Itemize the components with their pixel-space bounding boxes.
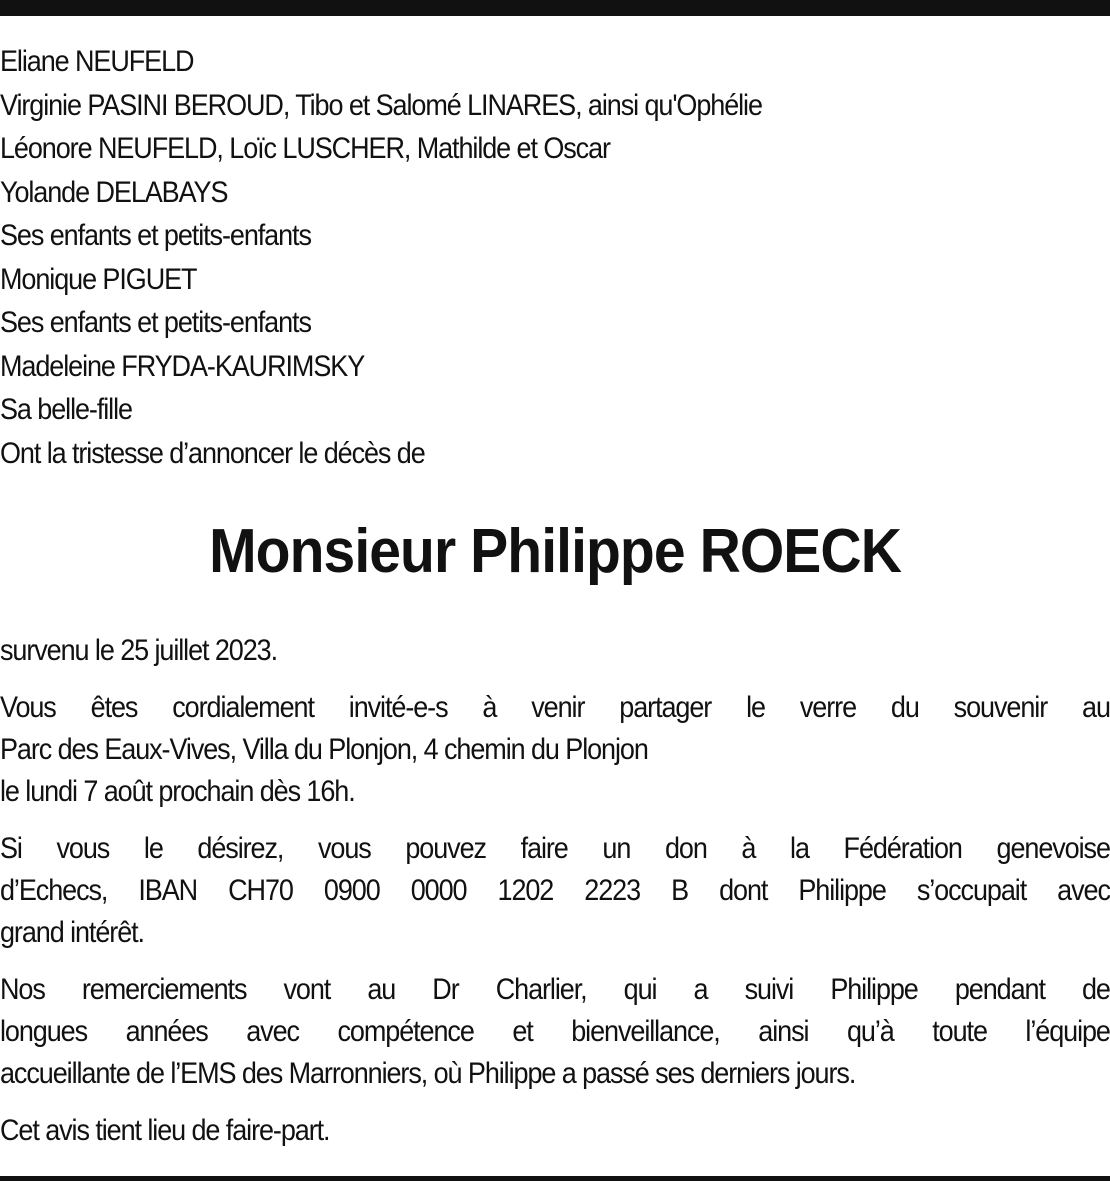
paragraph-line: survenu le 25 juillet 2023. xyxy=(0,634,278,667)
donation-paragraph xyxy=(0,828,1110,954)
family-line: Monique PIGUET xyxy=(0,262,197,296)
family-line: Sa belle-fille xyxy=(0,393,132,426)
top-rule xyxy=(0,0,1110,16)
paragraph-line: le lundi 7 août prochain dès 16h. xyxy=(0,775,355,808)
thanks-paragraph xyxy=(0,969,1110,1095)
paragraph-line: grand intérêt. xyxy=(0,916,144,949)
deceased-name-heading xyxy=(0,512,1110,592)
paragraph-line: Parc des Eaux-Vives, Villa du Plonjon, 4 chemin du Plonjon xyxy=(0,733,648,766)
family-line: Ses enfants et petits-enfants xyxy=(0,306,311,339)
family-line: Yolande DELABAYS xyxy=(0,175,228,209)
paragraph-line: longues années avec compétence et bienveillance, ainsi qu’à toute l’équipe xyxy=(0,1015,1110,1048)
paragraph-line: Cet avis tient lieu de faire-part. xyxy=(0,1114,330,1147)
paragraph-line: Si vous le désirez, vous pouvez faire un don à la Fédération genevoise xyxy=(0,832,1110,865)
family-line: Eliane NEUFELD xyxy=(0,45,194,78)
family-list xyxy=(0,40,1110,475)
family-line: Ses enfants et petits-enfants xyxy=(0,219,311,252)
announcement-line: Ont la tristesse d’annoncer le décès de xyxy=(0,436,425,470)
notice-body xyxy=(0,630,1110,1167)
bottom-rule xyxy=(0,1176,1110,1181)
family-line: Virginie PASINI BEROUD, Tibo et Salomé LINARES, ainsi qu'Ophélie xyxy=(0,88,762,122)
family-line: Léonore NEUFELD, Loïc LUSCHER, Mathilde et Oscar xyxy=(0,132,610,165)
deceased-name: Monsieur Philippe ROECK xyxy=(209,517,901,586)
date-paragraph xyxy=(0,630,1110,672)
paragraph-line: Nos remerciements vont au Dr Charlier, qui a suivi Philippe pendant de xyxy=(0,973,1110,1006)
paragraph-line: accueillante de l’EMS des Marronniers, où Philippe a passé ses derniers jours. xyxy=(0,1057,856,1090)
paragraph-line: Vous êtes cordialement invité-e-s à venir partager le verre du souvenir au xyxy=(0,691,1110,724)
closing-paragraph xyxy=(0,1110,1110,1152)
invitation-paragraph xyxy=(0,687,1110,813)
family-line: Madeleine FRYDA-KAURIMSKY xyxy=(0,349,365,383)
paragraph-line: d’Echecs, IBAN CH70 0900 0000 1202 2223 B dont Philippe s’occupait avec xyxy=(0,874,1110,907)
